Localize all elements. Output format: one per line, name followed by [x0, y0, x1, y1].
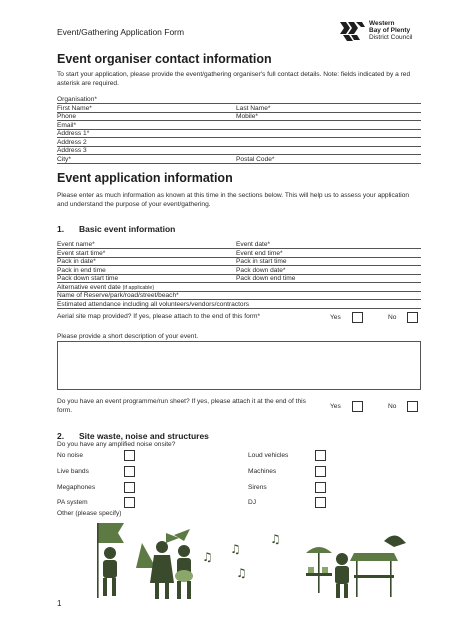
aerial-no-label: No [388, 314, 397, 321]
application-intro: Please enter as much information as known at this time in the sections below. This will help us to assess your application and understand the purpose of your event/gathering. [57, 192, 410, 208]
flag-bearer-figure [97, 523, 124, 598]
noise-option-checkbox[interactable] [124, 497, 135, 508]
application-heading: Event application information [57, 171, 233, 185]
pack-in-date-field[interactable]: Pack in date* [57, 258, 236, 266]
logo-line-1: Western [369, 20, 395, 27]
pack-down-end-time-field[interactable]: Pack down end time [236, 275, 421, 283]
svg-text:♫: ♫ [236, 566, 247, 580]
music-notes-icon [202, 532, 281, 580]
pack-in-end-time-field[interactable]: Pack in end time [57, 267, 236, 275]
programme-yes-label: Yes [330, 403, 341, 410]
svg-text:♫: ♫ [230, 542, 241, 556]
address3-field[interactable]: Address 3 [57, 147, 421, 155]
aerial-yes-checkbox[interactable] [352, 312, 363, 323]
address2-field[interactable]: Address 2 [57, 139, 421, 147]
logo-line-2: Bay of Plenty [369, 27, 411, 34]
noise-option-checkbox[interactable] [124, 482, 135, 493]
attendance-field[interactable]: Estimated attendance including all volunteers/vendors/contractors [57, 301, 421, 309]
wbop-logo-mark-icon [339, 19, 365, 43]
noise-option-label: Machines [248, 468, 277, 475]
page-number: 1 [57, 599, 62, 608]
noise-option-label: PA system [57, 499, 88, 506]
alt-event-date-note: (if applicable) [122, 284, 155, 291]
guitarist-figure [174, 529, 193, 599]
description-textarea[interactable] [57, 341, 421, 390]
event-start-time-field[interactable]: Event start time* [57, 250, 236, 258]
aerial-no-checkbox[interactable] [407, 312, 418, 323]
festival-illustration [84, 513, 424, 603]
noise-option-checkbox[interactable] [124, 450, 135, 461]
noise-option-checkbox[interactable] [315, 497, 326, 508]
noise-option-label: Loud vehicles [248, 452, 289, 459]
noise-option-checkbox[interactable] [315, 482, 326, 493]
noise-other-label: Other (please specify) [57, 510, 122, 517]
svg-text:♫: ♫ [202, 550, 213, 564]
dancer-figure [136, 533, 179, 599]
logo-line-3: District Council [369, 34, 413, 41]
phone-field[interactable]: Phone [57, 113, 236, 121]
basic-heading [57, 224, 175, 234]
first-name-field[interactable]: First Name* [57, 105, 236, 113]
programme-no-label: No [388, 403, 397, 410]
contact-intro: To start your application, please provide the event/gathering organiser's full contact details. Note: fields indicated by a red asterisk are required. [57, 71, 411, 87]
site-heading-text: Site waste, noise and structures [79, 431, 209, 441]
noise-option-checkbox[interactable] [124, 466, 135, 477]
noise-option-label: DJ [248, 499, 257, 506]
alt-event-date-label: Alternative event date [57, 283, 121, 291]
site-heading [57, 431, 209, 441]
noise-question: Do you have any amplified noise onsite? [57, 441, 176, 448]
event-end-time-field[interactable]: Event end time* [236, 250, 421, 258]
programme-question: Do you have an event programme/run sheet? If yes, please attach it at the end of this form. [57, 398, 306, 414]
description-label: Please provide a short description of your event. [57, 333, 199, 340]
postal-code-field[interactable]: Postal Code* [236, 156, 421, 164]
alt-event-date-field[interactable] [57, 284, 421, 292]
programme-yes-checkbox[interactable] [352, 401, 363, 412]
organisation-field[interactable]: Organisation* [57, 96, 421, 104]
noise-option-label: Sirens [248, 484, 267, 491]
form-title: Event/Gathering Application Form [57, 27, 185, 37]
city-field[interactable]: City* [57, 156, 236, 164]
svg-text:♫: ♫ [270, 532, 281, 546]
noise-option-label: No noise [57, 452, 84, 459]
contact-heading: Event organiser contact information [57, 52, 272, 66]
noise-option-checkbox[interactable] [315, 450, 326, 461]
noise-option-checkbox[interactable] [315, 466, 326, 477]
event-date-field[interactable]: Event date* [236, 241, 421, 249]
site-number: 2. [57, 431, 65, 441]
pack-down-date-field[interactable]: Pack down date* [236, 267, 421, 275]
noise-option-label: Live bands [57, 468, 89, 475]
reserve-name-field[interactable]: Name of Reserve/park/road/street/beach* [57, 292, 421, 300]
council-logo [339, 19, 439, 45]
email-field[interactable]: Email* [57, 122, 421, 130]
noise-option-label: Megaphones [57, 484, 96, 491]
last-name-field[interactable]: Last Name* [236, 105, 421, 113]
programme-no-checkbox[interactable] [407, 401, 418, 412]
market-stall-figure [306, 535, 406, 598]
mobile-field[interactable]: Mobile* [236, 113, 421, 121]
address1-field[interactable]: Address 1* [57, 130, 421, 138]
basic-number: 1. [57, 224, 65, 234]
event-name-field[interactable]: Event name* [57, 241, 236, 249]
basic-heading-text: Basic event information [79, 224, 176, 234]
pack-in-start-time-field[interactable]: Pack in start time [236, 258, 421, 266]
aerial-question: Aerial site map provided? If yes, please attach to the end of this form* [57, 313, 261, 320]
logo-wordmark [369, 20, 412, 41]
pack-down-start-time-field[interactable]: Pack down start time [57, 275, 236, 283]
aerial-yes-label: Yes [330, 314, 341, 321]
